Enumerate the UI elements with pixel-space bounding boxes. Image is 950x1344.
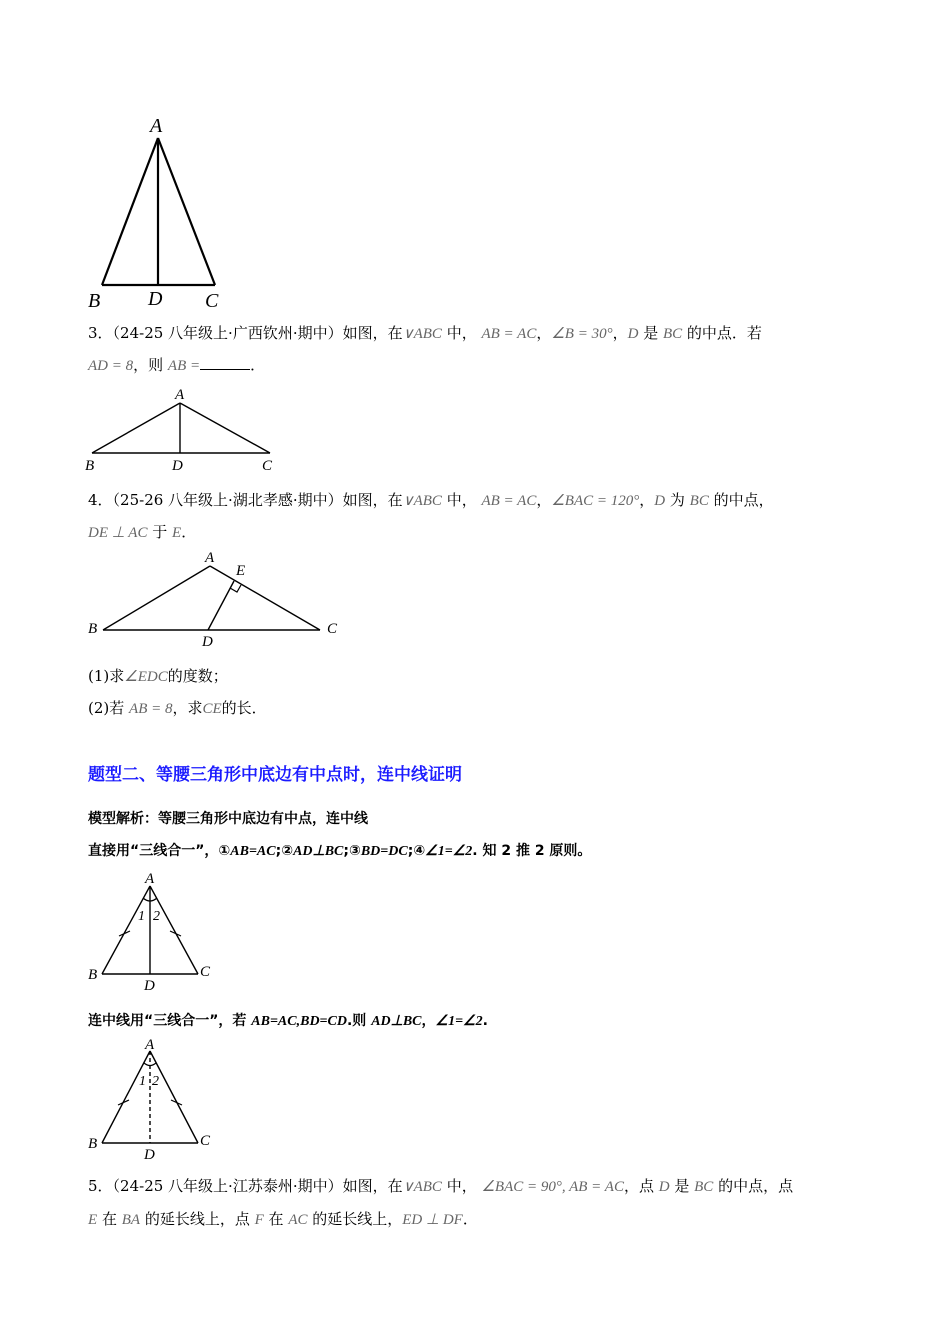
q5-line2: E 在 BA 的延长线上，点 F 在 AC 的延长线上，ED ⊥ DF．	[88, 1210, 478, 1228]
label-a: A	[145, 1037, 155, 1053]
q4-line1: 4．（25-26 八年级上·湖北孝感·期中）如图，在∨ABC 中， AB = AC，∠BAC = 120°，D 为 BC 的中点，	[88, 491, 774, 509]
label-c: C	[262, 458, 273, 474]
label-one: 1	[138, 909, 145, 924]
label-e: E	[236, 563, 246, 579]
model-figure-dashed	[82, 1033, 222, 1163]
q4-part2: (2)若 AB = 8，求CE的长．	[88, 699, 267, 717]
q3-figure	[80, 383, 290, 475]
q4-number: 4．	[88, 491, 113, 509]
q3-line2: AD = 8，则 AB = ．	[88, 356, 266, 374]
model-figure-solid	[82, 866, 222, 996]
label-b: B	[88, 967, 98, 983]
q5-line1: 5．（24-25 八年级上·江苏泰州·期中）如图，在∨ABC 中， ∠BAC = 90°, AB = AC，点 D 是 BC 的中点，点	[88, 1177, 794, 1195]
label-b: B	[88, 621, 98, 637]
q4-part1: (1)求∠EDC的度数；	[88, 667, 228, 685]
label-c: C	[200, 964, 211, 980]
label-one: 1	[139, 1074, 146, 1089]
label-c: C	[200, 1133, 211, 1149]
label-b: B	[88, 1136, 98, 1152]
label-b: B	[85, 458, 95, 474]
label-d: D	[172, 458, 183, 474]
label-b: B	[88, 290, 101, 312]
label-c: C	[205, 290, 219, 312]
figure-triangle-1	[80, 105, 240, 315]
q4-line2: DE ⊥ AC 于 E．	[88, 523, 197, 541]
model-line2: 连中线用“三线合一”，若 AB=AC,BD=CD.则 AD⊥BC，∠1=∠2.	[88, 1013, 488, 1029]
section-title: 题型二、等腰三角形中底边有中点时，连中线证明	[88, 765, 462, 785]
q3-number: 3．	[88, 324, 113, 342]
label-a: A	[205, 550, 215, 566]
q5-number: 5．	[88, 1177, 113, 1195]
label-d: D	[144, 1147, 155, 1163]
model-label: 模型解析：等腰三角形中底边有中点，连中线	[88, 811, 368, 827]
answer-blank[interactable]	[200, 357, 250, 370]
label-a: A	[145, 871, 155, 887]
label-c: C	[327, 621, 338, 637]
label-d: D	[144, 978, 155, 994]
label-two: 2	[153, 909, 160, 924]
label-a: A	[175, 387, 185, 403]
q4-figure	[80, 548, 350, 652]
q3-line1: 3．（24-25 八年级上·广西钦州·期中）如图，在∨ABC 中， AB = AC，∠B = 30°，D 是 BC 的中点．若	[88, 324, 762, 342]
label-two: 2	[152, 1074, 159, 1089]
label-a: A	[150, 115, 163, 137]
model-line1: 直接用“三线合一”，①AB=AC;②AD⊥BC;③BD=DC;④∠1=∠2. 知 2 推 2 原则。	[88, 843, 592, 859]
label-d: D	[148, 288, 163, 310]
label-d: D	[202, 634, 213, 650]
